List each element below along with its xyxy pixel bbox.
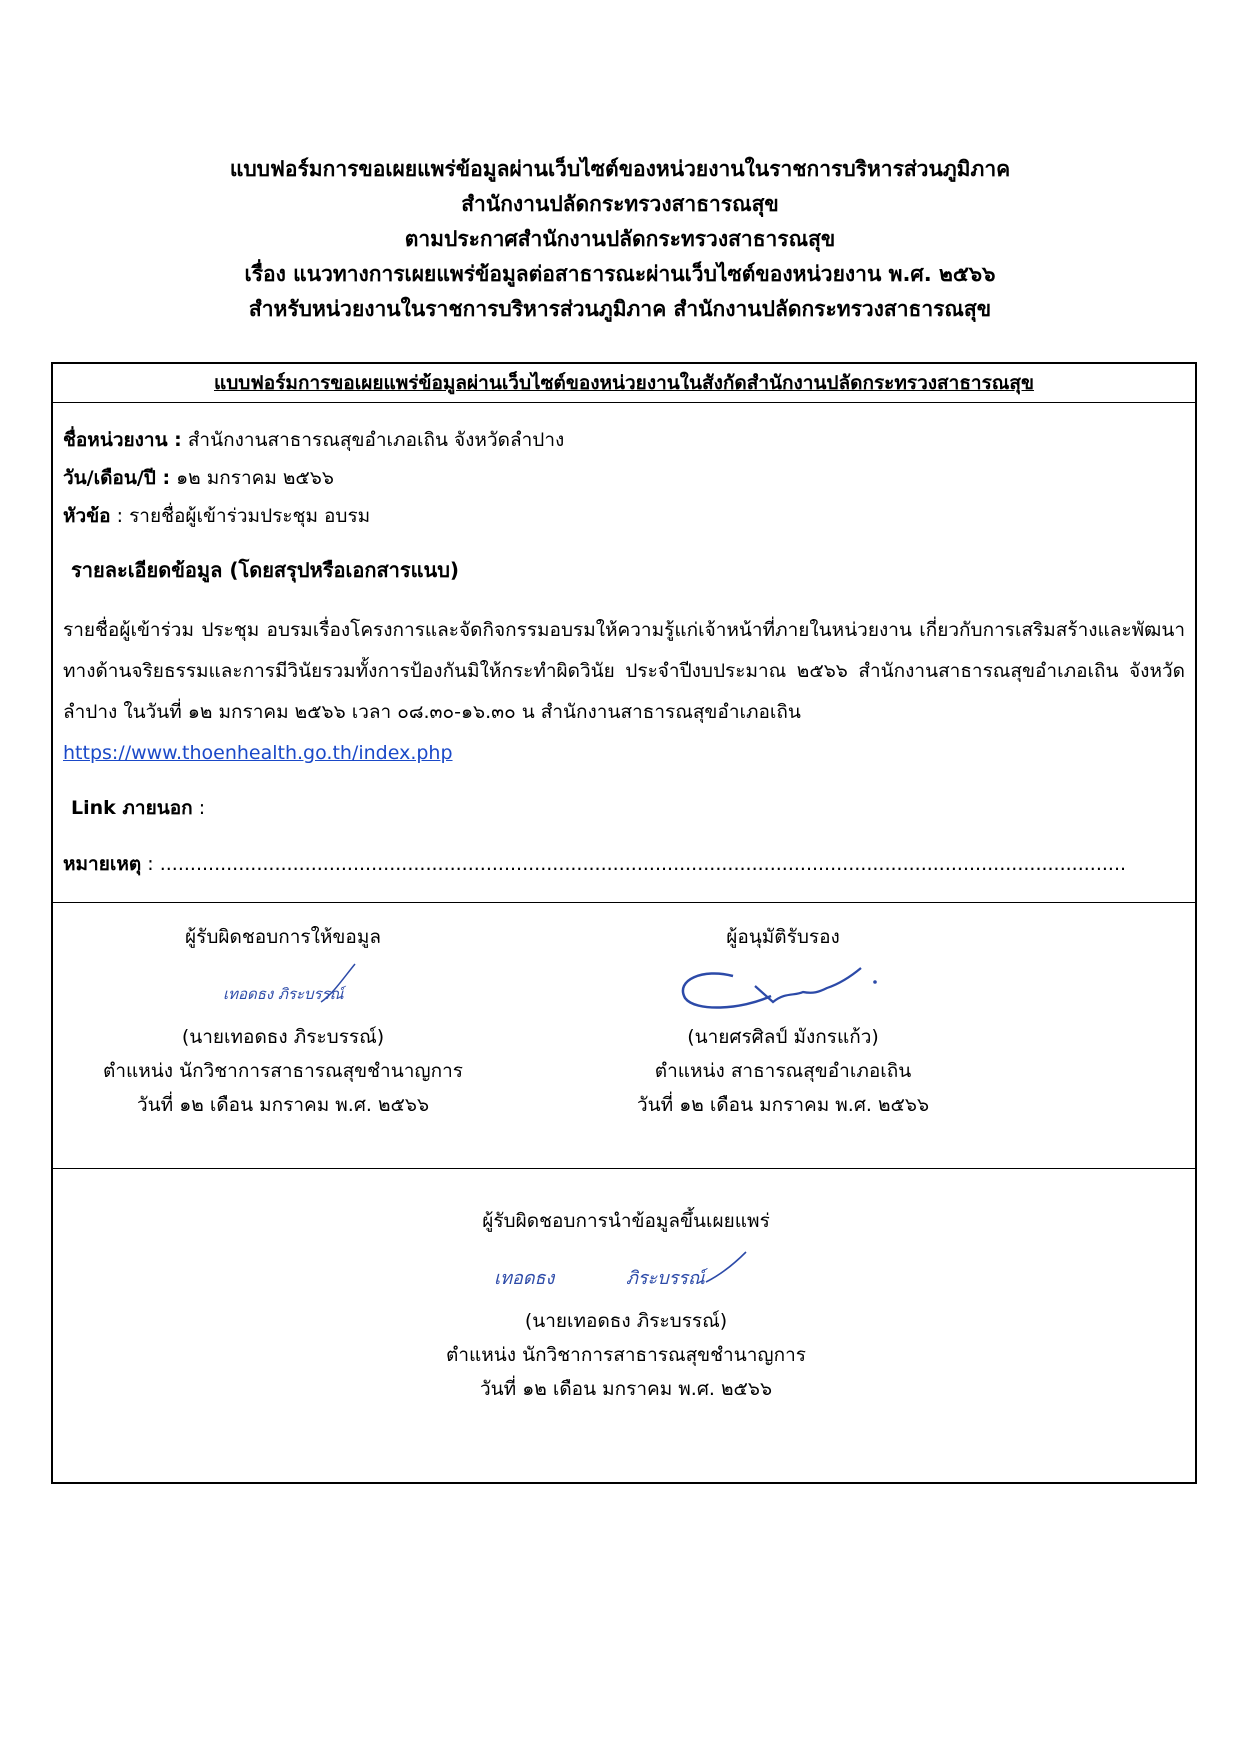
provider-signature-block xyxy=(53,920,513,1122)
topic-label: หัวข้อ xyxy=(63,505,111,527)
external-link-field xyxy=(71,792,205,824)
form-title: แบบฟอร์มการขอเผยแพร่ข้อมูลผ่านเว็บไซต์ของหน่วยงานในสังกัดสำนักงานปลัดกระทรวงสาธารณสุข xyxy=(213,372,1035,394)
approver-signature-block xyxy=(553,920,1013,1122)
topic-field xyxy=(63,500,370,532)
publisher-signature-block xyxy=(396,1204,856,1406)
details-text: รายชื่อผู้เข้าร่วม ประชุม อบรมเรื่องโครงการและจัดกิจกรรมอบรมให้ความรู้แก่เจ้าหน้าที่ภายในหน่วยงาน เกี่ยวกับการเสริมสร้างและพัฒนาทางด้านจริยธรรมและการมีวินัยรวมทั้งการป้องกันมิให้กระทำผิดวินัย ประจำปีงบประมาณ ๒๕๖๖ สำนักงานสาธารณสุขอำเภอเถิน จังหวัดลำปาง ในวันที่ ๑๒ มกราคม ๒๕๖๖ เวลา ๐๘.๓๐-๑๖.๓๐ น สำนักงานสาธารณสุขอำเภอเถิน xyxy=(63,619,1185,723)
date-label: วัน/เดือน/ปี : xyxy=(63,467,171,489)
publisher-name: (นายเทอดธง ภิระบรรณ์) xyxy=(524,1310,728,1332)
form-frame xyxy=(51,362,1197,1484)
provider-position: ตำแหน่ง นักวิชาการสาธารณสุขชำนาญการ xyxy=(103,1060,463,1082)
topic-value: : รายชื่อผู้เข้าร่วมประชุม อบรม xyxy=(116,505,371,527)
header-line-2: สำนักงานปลัดกระทรวงสาธารณสุข xyxy=(461,192,779,216)
agency-field xyxy=(63,424,564,456)
date-field xyxy=(63,462,334,494)
header-line-5: สำหรับหน่วยงานในราชการบริหารส่วนภูมิภาค สำนักงานปลัดกระทรวงสาธารณสุข xyxy=(248,297,992,321)
approver-name: (นายศรศิลป์ มังกรแก้ว) xyxy=(687,1026,879,1048)
agency-value: สำนักงานสาธารณสุขอำเภอเถิน จังหวัดลำปาง xyxy=(187,429,565,451)
external-link-sep: : xyxy=(198,797,206,819)
publisher-signature xyxy=(476,1238,776,1304)
header-line-4: เรื่อง แนวทางการเผยแพร่ข้อมูลต่อสาธารณะผ่านเว็บไซต์ของหน่วยงาน พ.ศ. ๒๕๖๖ xyxy=(244,262,996,286)
provider-signature xyxy=(183,954,383,1020)
publisher-date: วันที่ ๑๒ เดือน มกราคม พ.ศ. ๒๕๖๖ xyxy=(479,1378,773,1400)
section-divider-2 xyxy=(53,1168,1195,1169)
approver-date: วันที่ ๑๒ เดือน มกราคม พ.ศ. ๒๕๖๖ xyxy=(636,1094,930,1116)
remark-value: : ................................................................................................................................................................ xyxy=(147,853,1127,875)
provider-name: (นายเทอดธง ภิระบรรณ์) xyxy=(181,1026,385,1048)
section-divider-1 xyxy=(53,902,1195,903)
details-link[interactable]: https://www.thoenhealth.go.th/index.php xyxy=(63,742,453,764)
svg-text:ภิระบรรณ์: ภิระบรรณ์ xyxy=(626,1268,705,1289)
date-value: ๑๒ มกราคม ๒๕๖๖ xyxy=(176,467,334,489)
remark-label: หมายเหตุ xyxy=(63,853,142,875)
approver-position: ตำแหน่ง สาธารณสุขอำเภอเถิน xyxy=(654,1060,912,1082)
external-link-label: Link ภายนอก xyxy=(71,797,193,819)
title-divider xyxy=(53,402,1195,403)
approver-role: ผู้อนุมัติรับรอง xyxy=(726,926,840,948)
provider-date: วันที่ ๑๒ เดือน มกราคม พ.ศ. ๒๕๖๖ xyxy=(136,1094,430,1116)
remark-field xyxy=(63,848,1126,880)
document-header xyxy=(0,152,1240,327)
approver-signature xyxy=(663,954,903,1020)
publisher-position: ตำแหน่ง นักวิชาการสาธารณสุขชำนาญการ xyxy=(446,1344,806,1366)
svg-text:เทอดธง: เทอดธง xyxy=(494,1268,555,1289)
publisher-role: ผู้รับผิดชอบการนำข้อมูลขึ้นเผยแพร่ xyxy=(482,1210,770,1232)
details-body xyxy=(63,610,1185,774)
agency-label: ชื่อหน่วยงาน : xyxy=(63,429,182,451)
header-line-1: แบบฟอร์มการขอเผยแพร่ข้อมูลผ่านเว็บไซต์ของหน่วยงานในราชการบริหารส่วนภูมิภาค xyxy=(229,157,1011,181)
details-heading: รายละเอียดข้อมูล (โดยสรุปหรือเอกสารแนบ) xyxy=(71,558,460,582)
header-line-3: ตามประกาศสำนักงานปลัดกระทรวงสาธารณสุข xyxy=(404,227,836,251)
svg-text:เทอดธง ภิระบรรณ์: เทอดธง ภิระบรรณ์ xyxy=(223,985,344,1003)
provider-role: ผู้รับผิดชอบการให้ขอมูล xyxy=(185,926,381,948)
